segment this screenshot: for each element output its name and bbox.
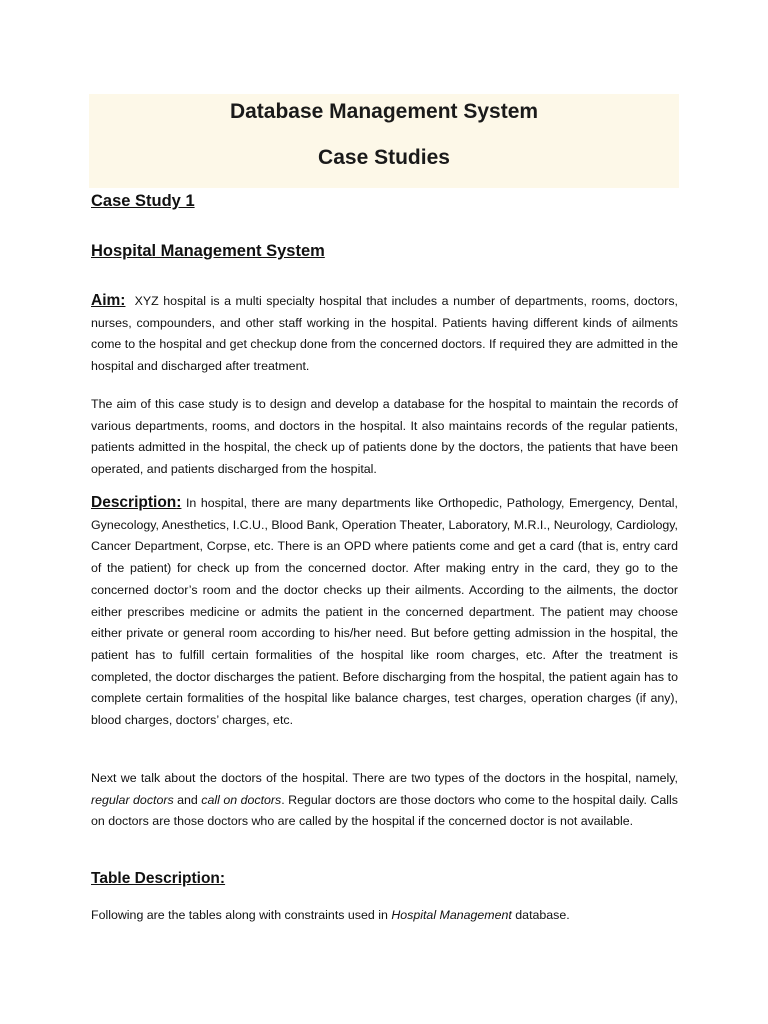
- doctors-text-part2: . Regular doctors are those doctors who come to the hospital daily. Calls on doctors are those doctors who are called by the hospital if the concerned doctor is not available.: [91, 792, 678, 829]
- title-banner: [89, 94, 679, 188]
- system-heading: Hospital Management System: [91, 242, 325, 260]
- tables-text-part2: database.: [511, 908, 570, 922]
- purpose-paragraph: The aim of this case study is to design and develop a database for the hospital to maintain the records of various departments, rooms, and doctors in the hospital. It also maintains records of the regular patients, patients admitted in the hospital, the check up of patients done by the doctors, the patients that have been operated, and patients discharged from the hospital.: [91, 397, 678, 477]
- table-description-heading: Table Description:: [91, 870, 226, 887]
- case-study-heading: Case Study 1: [91, 192, 195, 210]
- hospital-management-term: Hospital Management: [391, 908, 512, 922]
- document-subtitle: Case Studies: [318, 146, 450, 169]
- doctors-paragraph: [91, 768, 678, 833]
- description-label: Description: [91, 494, 177, 511]
- document-title: Database Management System: [229, 100, 539, 123]
- doctors-text-and: and: [173, 792, 202, 807]
- tables-paragraph: [91, 905, 678, 927]
- aim-label: Aim:: [91, 292, 126, 309]
- description-separator: :: [176, 494, 182, 511]
- call-on-doctors-term: call on doctors: [201, 792, 282, 807]
- aim-paragraph: [91, 290, 678, 378]
- tables-text-part1: Following are the tables along with constraints used in: [91, 908, 392, 922]
- doctors-text-part1: Next we talk about the doctors of the hospital. There are two types of the doctors in the hospital, namely,: [91, 771, 678, 785]
- aim-text: XYZ hospital is a multi specialty hospital that includes a number of departments, rooms, doctors, nurses, compounders, and other staff working in the hospital. Patients having different kinds of ailments come to the hospital and get checkup done from the concerned doctors. If required they are admitted in the hospital and discharged after treatment.: [91, 294, 678, 374]
- description-text: In hospital, there are many departments like Orthopedic, Pathology, Emergency, Dental, Gynecology, Anesthetics, I.C.U., Blood Bank, Operation Theater, Laboratory, M.R.I., Neurology, Cardiology, Cancer Department, Corpse, etc. There is an OPD where patients come and get a card (that is, entry card of the patient) for check up from the concerned doctor. After making entry in the card, they go to the concerned doctor’s room and the doctor checks up their ailments. According to the ailments, the doctor either prescribes medicine or admits the patient in the concerned department. The patient may choose either private or general room according to his/her need. But before getting admission in the hospital, the patient has to fulfill certain formalities of the hospital like room charges, etc. After the treatment is completed, the doctor discharges the patient. Before discharging from the hospital, the patient again has to complete certain formalities of the hospital like balance charges, test charges, operation charges (if any), blood charges, doctors’ charges, etc.: [91, 496, 678, 728]
- description-paragraph: [91, 492, 678, 732]
- regular-doctors-term: regular doctors: [91, 792, 174, 807]
